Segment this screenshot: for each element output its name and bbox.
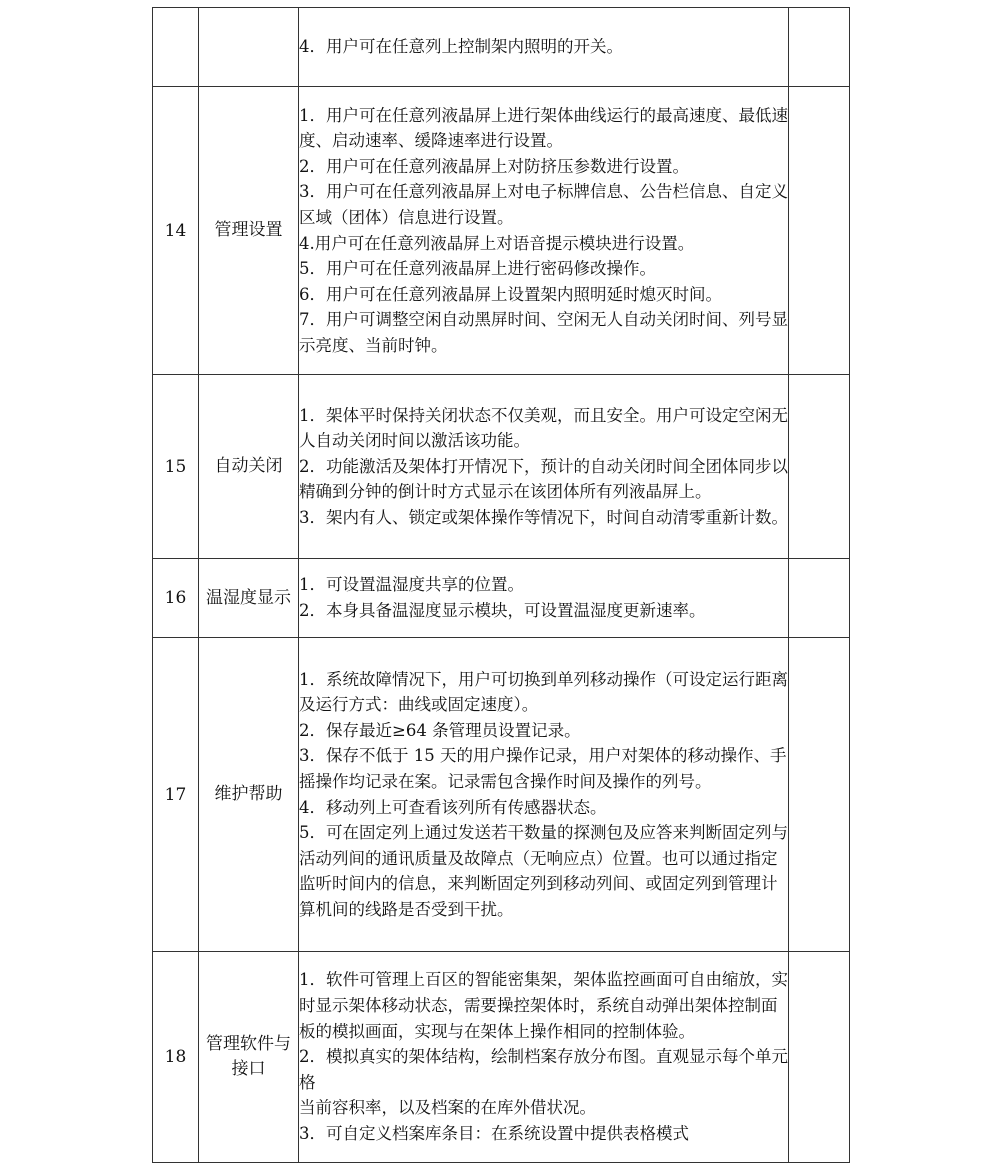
row-number: 15 <box>153 375 199 559</box>
row-name: 维护帮助 <box>199 638 299 952</box>
row-description <box>299 8 789 87</box>
row-description <box>299 559 789 638</box>
description-line: 5．用户可在任意列液晶屏上进行密码修改操作。 <box>299 259 656 279</box>
remarks-cell <box>789 8 850 87</box>
table-row <box>153 638 850 952</box>
row-number <box>153 8 199 87</box>
description-line: 2．保存最近≥64 条管理员设置记录。 <box>299 720 581 740</box>
description-line: 3．架内有人、锁定或架体操作等情况下，时间自动清零重新计数。 <box>299 507 788 527</box>
description-line: 1．用户可在任意列液晶屏上进行架体曲线运行的最高速度、最低速度、启动速率、缓降速率进行设置。 <box>299 105 788 151</box>
table-row <box>153 375 850 559</box>
row-description <box>299 952 789 1163</box>
row-name: 管理设置 <box>199 87 299 375</box>
row-name: 管理软件与接口 <box>199 952 299 1163</box>
row-description <box>299 638 789 952</box>
row-name: 自动关闭 <box>199 375 299 559</box>
description-line: 1．架体平时保持关闭状态不仅美观，而且安全。用户可设定空闲无人自动关闭时间以激活该功能。 <box>299 405 788 451</box>
row-description <box>299 87 789 375</box>
description-line: 2．模拟真实的架体结构，绘制档案存放分布图。直观显示每个单元格 <box>299 1047 788 1092</box>
description-line: 1．软件可管理上百区的智能密集架，架体监控画面可自由缩放，实时显示架体移动状态，需要操控架体时，系统自动弹出架体控制面板的模拟画面，实现与在架体上操作相同的控制体验。 <box>299 970 788 1041</box>
description-line: 2．本身具备温湿度显示模块，可设置温湿度更新速率。 <box>299 601 706 620</box>
remarks-cell <box>789 375 850 559</box>
spec-table <box>152 7 850 1163</box>
description-line: 7．用户可调整空闲自动黑屏时间、空闲无人自动关闭时间、列号显示亮度、当前时钟。 <box>299 310 788 355</box>
remarks-cell <box>789 638 850 952</box>
description-line: 3．可自定义档案库条目：在系统设置中提供表格模式 <box>299 1123 689 1143</box>
row-number: 16 <box>153 559 199 638</box>
description-line: 6．用户可在任意列液晶屏上设置架内照明延时熄灭时间。 <box>299 284 722 304</box>
description-line: 4．移动列上可查看该列所有传感器状态。 <box>299 797 607 817</box>
description-line: 2．功能激活及架体打开情况下，预计的自动关闭时间全团体同步以精确到分钟的倒计时方式显示在该团体所有列液晶屏上。 <box>299 456 788 502</box>
table-row <box>153 87 850 375</box>
description-line: 4．用户可在任意列上控制架内照明的开关。 <box>299 37 623 57</box>
description-line: 当前容积率，以及档案的在库外借状况。 <box>299 1098 596 1118</box>
description-line: 4.用户可在任意列液晶屏上对语音提示模块进行设置。 <box>299 233 695 253</box>
description-line: 3．用户可在任意列液晶屏上对电子标牌信息、公告栏信息、自定义区域（团体）信息进行设置。 <box>299 182 788 227</box>
row-number: 18 <box>153 952 199 1163</box>
table-row <box>153 559 850 638</box>
description-line: 1．系统故障情况下，用户可切换到单列移动操作（可设定运行距离及运行方式：曲线或固定速度）。 <box>299 669 788 715</box>
remarks-cell <box>789 559 850 638</box>
row-description <box>299 375 789 559</box>
description-line: 1．可设置温湿度共享的位置。 <box>299 575 524 595</box>
row-name <box>199 8 299 87</box>
row-name: 温湿度显示 <box>199 559 299 638</box>
description-line: 5．可在固定列上通过发送若干数量的探测包及应答来判断固定列与活动列间的通讯质量及故障点（无响应点）位置。也可以通过指定监听时间内的信息，来判断固定列到移动列间、或固定列到管理计算机间的线路是否受到干扰。 <box>299 823 788 919</box>
row-number: 17 <box>153 638 199 952</box>
table-row <box>153 8 850 87</box>
remarks-cell <box>789 952 850 1163</box>
description-line: 3．保存不低于 15 天的用户操作记录，用户对架体的移动操作、手摇操作均记录在案。记录需包含操作时间及操作的列号。 <box>299 746 787 791</box>
description-line: 2．用户可在任意列液晶屏上对防挤压参数进行设置。 <box>299 156 689 176</box>
table-row <box>153 952 850 1163</box>
remarks-cell <box>789 87 850 375</box>
row-number: 14 <box>153 87 199 375</box>
